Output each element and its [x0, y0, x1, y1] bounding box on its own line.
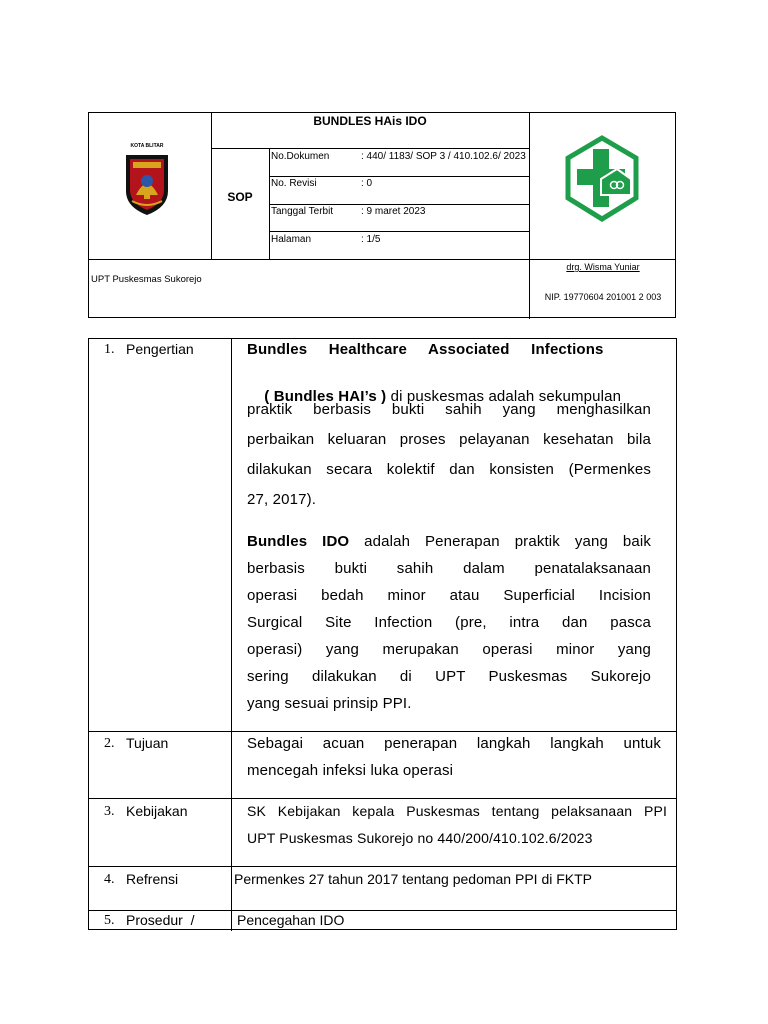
pengertian-text: di puskesmas adalah sekumpulan [386, 388, 622, 405]
prosedur-text: Pencegahan IDO [237, 912, 345, 928]
bundles-ido-line: Surgical Site Infection (pre, intra dan pasca [247, 614, 651, 631]
pengertian-line: praktik berbasis bukti sahih yang menghasilkan [247, 401, 651, 418]
refrensi-text: Permenkes 27 tahun 2017 tentang pedoman PPI di FKTP [234, 871, 593, 887]
bundles-ido-line: yang sesuai prinsip PPI. [247, 695, 412, 712]
section-label: Pengertian [126, 341, 194, 357]
section-number: 3. [104, 804, 115, 819]
city-shield-icon [122, 151, 172, 217]
sop-content-table [88, 338, 677, 930]
sop-header-table [88, 112, 676, 318]
section-label: Prosedur / [126, 912, 195, 928]
logo-caption: KOTA BLITAR [130, 143, 164, 149]
field-value-no-revisi: : 0 [361, 178, 373, 189]
tujuan-line: Sebagai acuan penerapan langkah langkah untuk [247, 735, 661, 752]
pengertian-line: dilakukan secara kolektif dan konsisten (Permenkes [247, 461, 651, 478]
kota-blitar-logo [119, 143, 175, 219]
bundles-ido-line: berbasis bukti sahih dalam penatalaksanaan [247, 560, 651, 577]
field-label-no-revisi: No. Revisi [271, 178, 317, 189]
puskesmas-logo-icon [565, 135, 639, 223]
field-value-no-dokumen: : 440/ 1183/ SOP 3 / 410.102.6/ 2023 [361, 151, 526, 162]
signer-name: drg. Wisma Yuniar [566, 262, 640, 272]
kebijakan-line: UPT Puskesmas Sukorejo no 440/200/410.102.6/2023 [247, 830, 593, 846]
pengertian-line: Bundles Healthcare Associated Infections [247, 341, 604, 358]
document-title: BUNDLES HAis IDO [313, 114, 427, 128]
section-number: 2. [104, 736, 115, 751]
field-value-halaman: : 1/5 [361, 234, 381, 245]
field-label-tanggal-terbit: Tanggal Terbit [271, 206, 334, 217]
bundles-ido-line: operasi bedah minor atau Superficial Incision [247, 587, 651, 604]
field-value-tanggal-terbit: : 9 maret 2023 [361, 206, 426, 217]
section-number: 4. [104, 872, 115, 887]
field-label-halaman: Halaman [271, 234, 312, 245]
pengertian-line: 27, 2017). [247, 491, 317, 508]
field-label-no-dokumen: No.Dokumen [271, 151, 330, 162]
section-number: 1. [104, 342, 115, 357]
bundles-ido-text: adalah Penerapan praktik yang baik [349, 533, 651, 550]
section-label: Refrensi [126, 871, 179, 887]
pengertian-line: perbaikan keluaran proses pelayanan kesehatan bila [247, 431, 651, 448]
bundles-ido-term: Bundles IDO [247, 533, 350, 550]
bundles-ido-line [247, 533, 651, 550]
section-label: Kebijakan [126, 803, 188, 819]
sop-label: SOP [227, 190, 253, 204]
bundles-ido-line: operasi) yang merupakan operasi minor yang [247, 641, 651, 658]
kebijakan-line: SK Kebijakan kepala Puskesmas tentang pelaksanaan PPI [247, 803, 667, 819]
section-number: 5. [104, 913, 115, 928]
signer-nip: NIP. 19770604 201001 2 003 [544, 292, 662, 302]
bundles-ido-line: sering dilakukan di UPT Puskesmas Sukorejo [247, 668, 651, 685]
section-label: Tujuan [126, 735, 169, 751]
tujuan-line: mencegah infeksi luka operasi [247, 762, 454, 779]
bundles-hais-term: ( Bundles HAI’s ) [264, 388, 387, 405]
organization-name: UPT Puskesmas Sukorejo [91, 274, 202, 285]
